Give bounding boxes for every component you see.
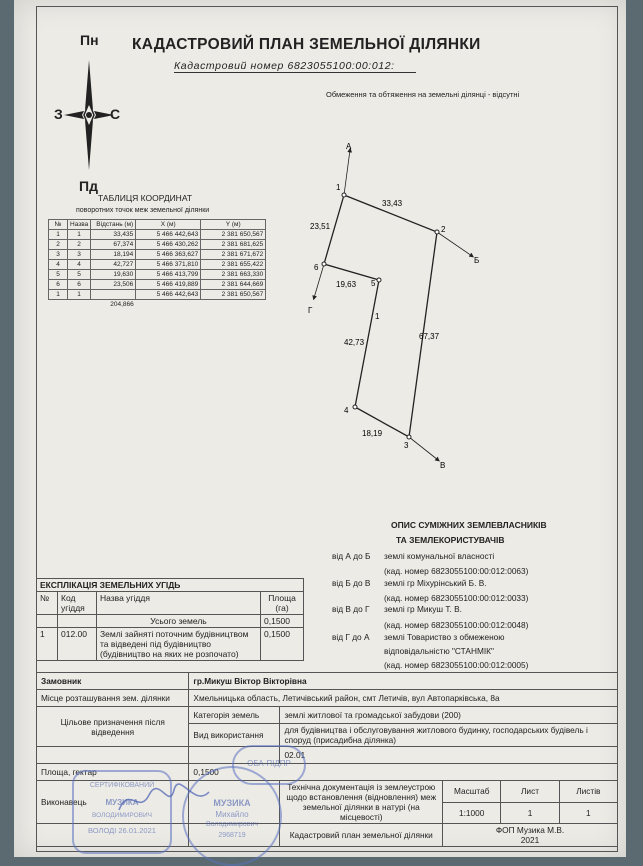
table-cell: 23,506 bbox=[91, 280, 136, 290]
table-cell: 1 bbox=[68, 290, 91, 300]
table-header-cell: № bbox=[49, 220, 68, 230]
neighbor-text: землі Товариство з обмеженою bbox=[384, 632, 505, 642]
table-cell: 3 bbox=[68, 250, 91, 260]
segment-label: 23,51 bbox=[310, 222, 331, 231]
explication-title: ЕКСПЛІКАЦІЯ ЗЕМЕЛЬНИХ УГІДЬ bbox=[37, 579, 304, 592]
document-title: КАДАСТРОВИЙ ПЛАН ЗЕМЕЛЬНОЇ ДІЛЯНКИ bbox=[132, 36, 481, 53]
table-cell: 33,435 bbox=[91, 230, 136, 240]
seal-stamp-2-top: СЕРТИФІКОВАНИЙ bbox=[89, 782, 155, 789]
table-row bbox=[49, 260, 266, 270]
seal-stamp-2-name: ВОЛОДИМИРОВИЧ bbox=[91, 812, 153, 819]
table-header-cell: № bbox=[37, 592, 58, 615]
seal-stamp-1-code: 2968719 bbox=[218, 832, 246, 839]
table-cell: 1 bbox=[68, 230, 91, 240]
company-year: 2021 bbox=[520, 835, 540, 845]
arrow-g-label: Г bbox=[308, 306, 313, 315]
table-cell: 5 466 363,627 bbox=[136, 250, 201, 260]
coordinates-table bbox=[48, 219, 266, 309]
table-cell: 5 466 419,889 bbox=[136, 280, 201, 290]
table-cell: 5 bbox=[49, 270, 68, 280]
seal-stamp-2-mid: МУЗИКА bbox=[105, 798, 139, 807]
table-row bbox=[49, 290, 266, 300]
neighbors-heading-2: ТА ЗЕМЛЕКОРИСТУВАЧІВ bbox=[396, 535, 505, 545]
category-label: Категорія земель bbox=[189, 707, 280, 724]
neighbor-text: землі комунальної власності bbox=[384, 551, 495, 561]
executor-label: Виконавець bbox=[37, 781, 189, 824]
table-row bbox=[49, 280, 266, 290]
compass-west-label: З bbox=[54, 106, 63, 122]
segment-label: 33,43 bbox=[382, 199, 403, 208]
segment-label: 19,63 bbox=[336, 280, 357, 289]
table-cell: 4 bbox=[49, 260, 68, 270]
table-header-row bbox=[49, 220, 266, 230]
table-row bbox=[37, 628, 304, 661]
table-header-cell: X (м) bbox=[136, 220, 201, 230]
neighbor-text-2: відповідальністю "СТАНМІК" bbox=[384, 646, 494, 656]
table-header-cell: Код угіддя bbox=[58, 592, 97, 615]
table-header-cell: Відстань (м) bbox=[91, 220, 136, 230]
company-text: ФОП Музика М.В. bbox=[495, 825, 565, 835]
table-cell bbox=[91, 290, 136, 300]
table-cell: 2 381 663,330 bbox=[201, 270, 266, 280]
location-value: Хмельницька область, Летичівський район, смт Летичів, вул Автопарківська, 8а bbox=[189, 690, 618, 707]
segment-label: 67,37 bbox=[419, 332, 440, 341]
sheet-value: 1 bbox=[501, 802, 559, 824]
table-header-cell: Площа (га) bbox=[261, 592, 304, 615]
table-total-row bbox=[49, 300, 266, 310]
table-cell: 2 bbox=[49, 240, 68, 250]
neighbor-range: від А до Б bbox=[332, 551, 371, 561]
compass-east-label: С bbox=[110, 106, 121, 122]
table-cell: 5 466 413,799 bbox=[136, 270, 201, 280]
table-cell: 5 466 442,643 bbox=[136, 290, 201, 300]
table-row bbox=[49, 240, 266, 250]
table-cell: 5 466 371,810 bbox=[136, 260, 201, 270]
table-cell: Землі зайняті поточним будівництвом та відведені під будівництво (будівництво на яких не розпочато) bbox=[97, 628, 261, 661]
segment-label: 42,73 bbox=[344, 338, 365, 347]
seal-stamp-1-name: МУЗИКА bbox=[213, 798, 251, 808]
table-cell: 1 bbox=[49, 290, 68, 300]
table-cell: 012.00 bbox=[58, 628, 97, 661]
company-name bbox=[443, 824, 618, 847]
table-cell: 3 bbox=[49, 250, 68, 260]
seal-stamp-3 bbox=[232, 745, 306, 785]
table-cell: 18,194 bbox=[91, 250, 136, 260]
neighbor-cad: (кад. номер 6823055100:00:012:0063) bbox=[384, 566, 529, 576]
inner-label: 1 bbox=[375, 312, 380, 321]
point-label: 5 bbox=[371, 279, 376, 288]
area-value: 0,1500 bbox=[189, 764, 618, 781]
seal-stamp-1-line3: Володимирович bbox=[205, 821, 259, 828]
arrow-a-line bbox=[344, 150, 350, 195]
segment-label: 18,19 bbox=[362, 429, 383, 438]
table-cell: 19,630 bbox=[91, 270, 136, 280]
table-row bbox=[37, 615, 304, 628]
table-cell: 1 bbox=[49, 230, 68, 240]
neighbor-range: від Б до В bbox=[332, 578, 371, 588]
table-header-cell: Y (м) bbox=[201, 220, 266, 230]
table-row bbox=[49, 270, 266, 280]
table-cell: 4 bbox=[68, 260, 91, 270]
table-header-cell: Назва bbox=[68, 220, 91, 230]
table-cell: 42,727 bbox=[91, 260, 136, 270]
table-cell: 5 bbox=[68, 270, 91, 280]
parcel-plan bbox=[294, 130, 494, 480]
table-cell: 67,374 bbox=[91, 240, 136, 250]
table-cell: 2 381 650,567 bbox=[201, 290, 266, 300]
table-cell: 6 bbox=[68, 280, 91, 290]
location-label: Місце розташування зем. ділянки bbox=[37, 690, 189, 707]
table-cell: 5 466 442,643 bbox=[136, 230, 201, 240]
cadastral-number: Кадастровий номер 6823055100:00:012: bbox=[174, 60, 416, 73]
coord-table-subtitle: поворотних точок меж земельної ділянки bbox=[76, 207, 210, 214]
table-header-cell: Назва угіддя bbox=[97, 592, 261, 615]
explication-table bbox=[36, 578, 304, 661]
parcel-boundary bbox=[324, 195, 437, 437]
table-cell: 2 381 681,625 bbox=[201, 240, 266, 250]
document-page bbox=[14, 0, 626, 857]
table-cell: 0,1500 bbox=[261, 628, 304, 661]
table-cell: 5 466 430,262 bbox=[136, 240, 201, 250]
sheet-label: Лист bbox=[501, 781, 559, 803]
table-row bbox=[49, 250, 266, 260]
neighbors-heading: ОПИС СУМІЖНИХ ЗЕМЛЕВЛАСНИКІВ bbox=[391, 520, 547, 530]
signature-icon bbox=[114, 780, 214, 820]
arrow-b-line bbox=[437, 232, 472, 256]
purpose-label: Цільове призначення після відведення bbox=[37, 707, 189, 747]
code-value: 02.01 bbox=[280, 747, 618, 764]
neighbor-text: землі гр Міхурінський Б. В. bbox=[384, 578, 487, 588]
seal-stamp-3-text: ОБА-ПІДПР bbox=[247, 759, 291, 768]
scale-value: 1:1000 bbox=[443, 802, 501, 824]
table-cell: 2 381 644,669 bbox=[201, 280, 266, 290]
neighbor-cad: (кад. номер 6823055100:00:012:0048) bbox=[384, 620, 529, 630]
owner-label: Замовник bbox=[37, 673, 189, 690]
table-cell: 2 381 650,567 bbox=[201, 230, 266, 240]
table-cell: 6 bbox=[49, 280, 68, 290]
arrow-v-label: В bbox=[440, 461, 446, 470]
arrow-b-label: Б bbox=[474, 256, 480, 265]
restrictions-note: Обмеження та обтяження на земельні ділянці - відсутні bbox=[326, 90, 520, 99]
neighbor-range: від Г до А bbox=[332, 632, 370, 642]
arrow-v-line bbox=[409, 437, 438, 460]
neighbor-cad: (кад. номер 6823055100:00:012:0005) bbox=[384, 660, 529, 670]
doc-text: Технічна документація із землеустрою щодо встановлення (відновлення) меж земельної ділянки в натурі (на місцевості) bbox=[280, 781, 443, 824]
use-label: Вид використання bbox=[189, 724, 280, 747]
neighbor-text: землі гр Микуш Т. В. bbox=[384, 604, 462, 614]
point-label: 4 bbox=[344, 406, 349, 415]
point-label: 1 bbox=[336, 183, 341, 192]
neighbor-range: від В до Г bbox=[332, 604, 370, 614]
point-label: 3 bbox=[404, 441, 409, 450]
compass-north-label: Пн bbox=[80, 32, 99, 48]
compass-south-label: Пд bbox=[79, 178, 98, 194]
table-cell: 2 381 655,422 bbox=[201, 260, 266, 270]
table-cell: 2 bbox=[68, 240, 91, 250]
table-cell: 1 bbox=[37, 628, 58, 661]
table-row bbox=[49, 230, 266, 240]
arrow-a-label: А bbox=[346, 142, 352, 151]
sheets-value: 1 bbox=[559, 802, 617, 824]
table-cell: 2 381 671,672 bbox=[201, 250, 266, 260]
use-value: для будівництва і обслуговування житлового будинку, господарських будівель і споруд (присадибна ділянка) bbox=[280, 724, 618, 747]
explication-total-value: 0,1500 bbox=[261, 615, 304, 628]
plan-label: Кадастровий план земельної ділянки bbox=[280, 824, 443, 847]
explication-total-label: Усього земель bbox=[97, 615, 261, 628]
sheets-label: Листів bbox=[559, 781, 617, 803]
table-header-row bbox=[37, 592, 304, 615]
owner-value: гр.Микуш Віктор Вікторівна bbox=[189, 673, 618, 690]
seal-stamp-1-line2: Михайло bbox=[215, 810, 249, 819]
perimeter-total: 204,866 bbox=[110, 301, 134, 308]
seal-stamp-2-date: ВОЛОДІ 26.01.2021 bbox=[88, 826, 156, 835]
point-label: 6 bbox=[314, 263, 319, 272]
neighbor-cad: (кад. номер 6823055100:00:012:0033) bbox=[384, 593, 529, 603]
point-label: 2 bbox=[441, 225, 446, 234]
area-label: Площа, гектар bbox=[37, 764, 189, 781]
coord-table-title: ТАБЛИЦЯ КООРДИНАТ bbox=[98, 193, 193, 203]
category-value: землі житлової та громадської забудови (200) bbox=[280, 707, 618, 724]
scale-label: Масштаб bbox=[443, 781, 501, 803]
